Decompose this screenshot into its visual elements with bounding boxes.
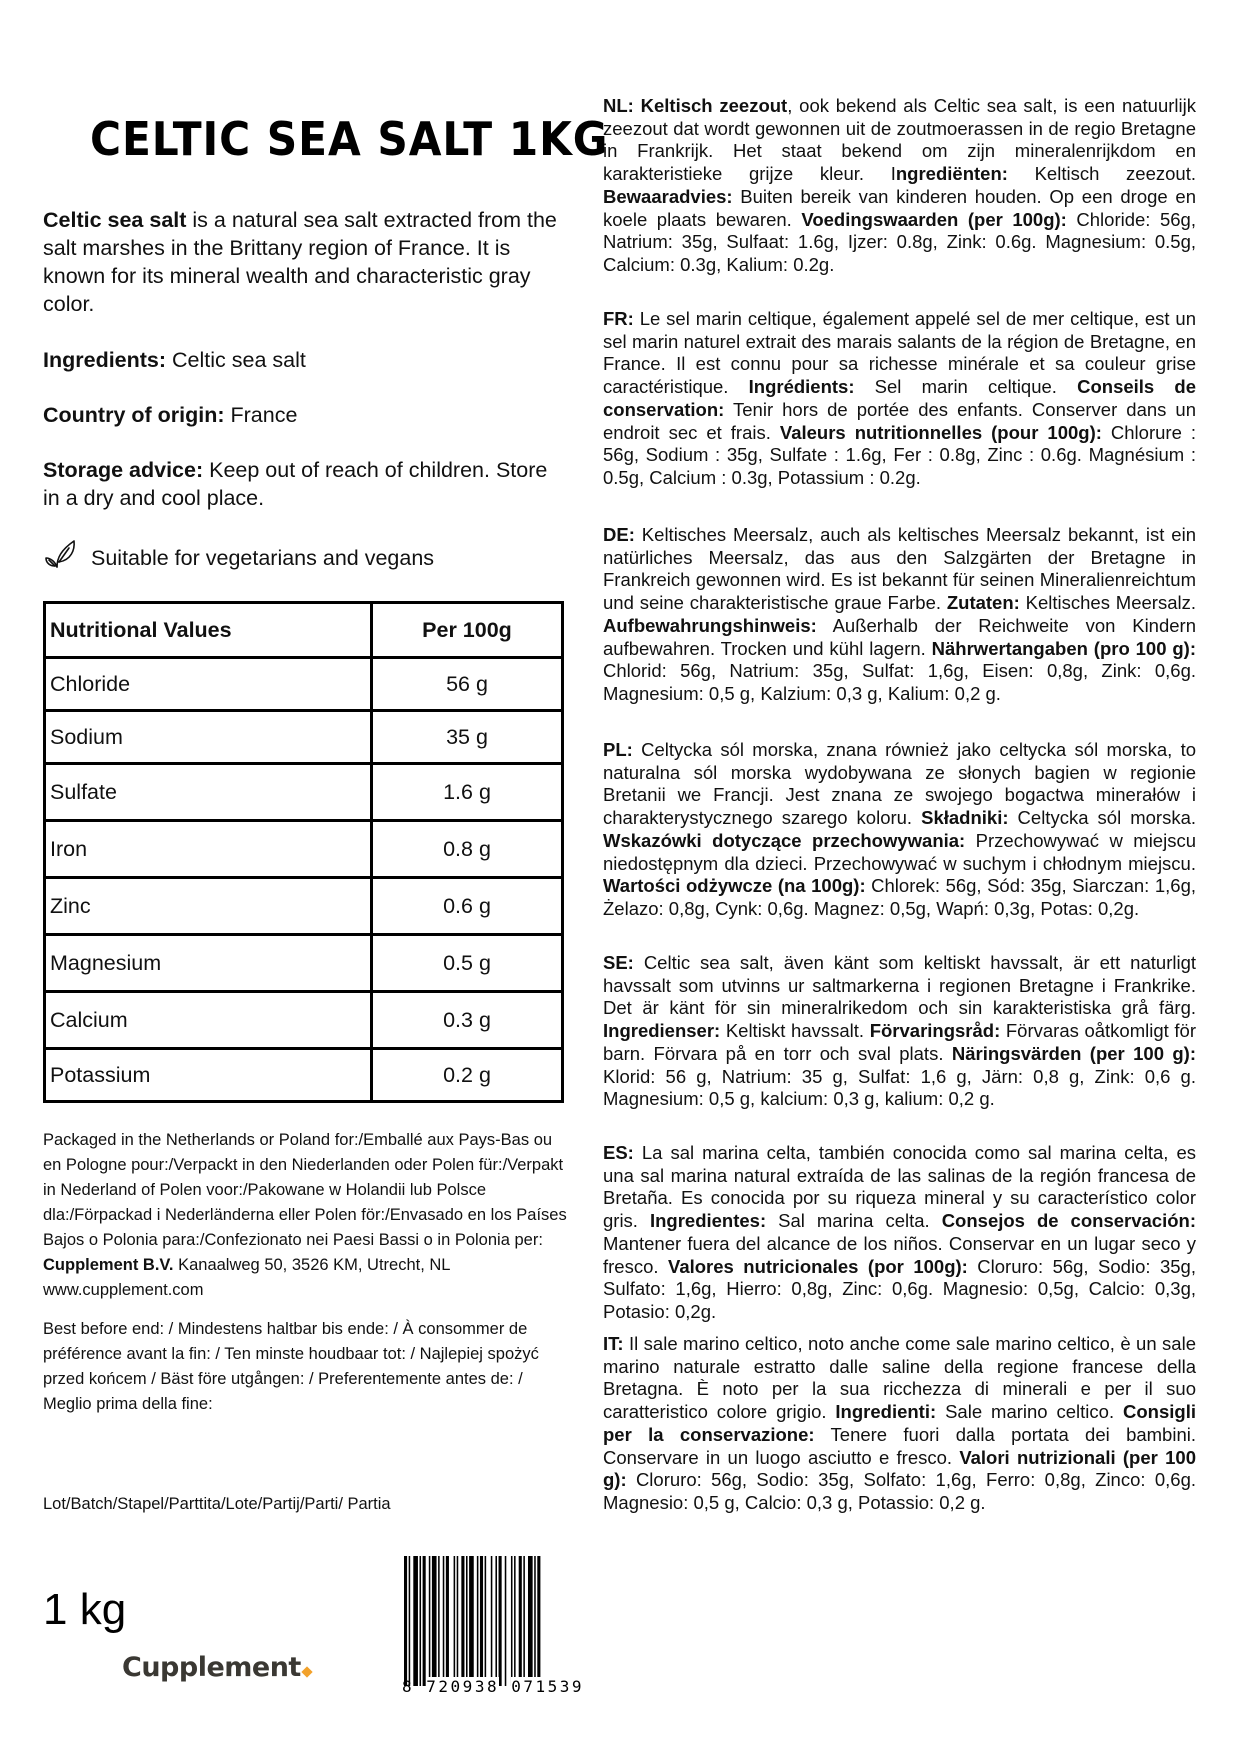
barcode-bar	[438, 1556, 440, 1686]
translation-pl	[603, 739, 1196, 921]
barcode-number	[402, 1677, 584, 1696]
translation-label: Näringsvärden (per 100 g):	[951, 1042, 1197, 1064]
translation-se	[603, 952, 1196, 1111]
translation-label: SE:	[603, 952, 634, 973]
translation-label: Ingredientes:	[649, 1210, 767, 1232]
barcode-bar	[477, 1556, 479, 1686]
ingredients-label: Ingredients:	[43, 348, 167, 372]
translation-text: Keltisches Meersalz.	[1019, 592, 1196, 614]
translation-text: Celtic sea salt, även känt som keltiskt havssalt, är ett naturligt havssalt som utvinns ur saltmarkerna i regionen Bretagne i Frankrike. Det är känt för sin mineralrikedom och sin karakteristiska grå färg.	[603, 952, 1196, 1019]
column-header-per-100g: Per 100g	[372, 603, 563, 658]
translation-text: Chloride: 56g, Natrium: 35g, Sulfaat: 1.6g, Ijzer: 0.8g, Zink: 0.6g. Magnesium: 0.5g, Calcium: 0.3g, Kalium: 0.2g.	[603, 208, 1196, 275]
lot-number: Lot/Batch/Stapel/Parttita/Lote/Partij/Parti/ Partia	[43, 1495, 391, 1513]
translation-label: NL: Keltisch zeezout	[603, 95, 788, 116]
translation-label: Förvaringsråd:	[869, 1020, 1001, 1042]
translation-label: Consejos de conservación:	[941, 1210, 1196, 1232]
barcode-digits-right: 071539	[511, 1677, 585, 1696]
translation-label: Valores nutricionales (por 100g):	[668, 1255, 968, 1277]
translation-label: Valori nutrizionali (per 100 g):	[603, 1446, 1196, 1491]
storage-advice	[43, 456, 563, 512]
company-name: Cupplement B.V.	[43, 1256, 174, 1274]
country-of-origin	[43, 401, 563, 429]
table-row	[45, 992, 563, 1049]
barcode-bar	[429, 1556, 431, 1686]
nutrient-name: Zinc	[45, 878, 372, 935]
barcode-bar	[505, 1556, 507, 1686]
translation-text: La sal marina celta, también conocida como sal marina celta, es una sal marina natural extraída de las salinas de la región francesa de Bretaña. Es conocida por su riqueza mineral y su característico color gris.	[603, 1142, 1196, 1232]
translation-es	[603, 1142, 1196, 1324]
translation-text: Cloruro: 56g, Sodio: 35g, Sulfato: 1,6g, Hierro: 0,8g, Zinc: 0,6g. Magnesio: 0,5g, Calcio: 0,3g, Potasio: 0,2g.	[603, 1255, 1196, 1322]
translation-nl	[603, 95, 1196, 277]
table-row	[45, 935, 563, 992]
brand-name: Cupplement	[122, 1652, 301, 1683]
nutrient-value: 0.5 g	[372, 935, 563, 992]
table-row	[45, 878, 563, 935]
translation-it	[603, 1333, 1196, 1515]
barcode-bar	[469, 1556, 474, 1686]
brand-logo	[122, 1652, 311, 1683]
translation-label: Wartości odżywcze (na 100g):	[603, 875, 866, 897]
table-row	[45, 821, 563, 878]
table-row	[45, 1049, 563, 1102]
translation-de	[603, 524, 1196, 706]
translation-label: Ingredienser:	[603, 1020, 721, 1042]
translation-label: Składniki:	[921, 807, 1009, 829]
barcode-bar	[443, 1556, 445, 1686]
origin-value: France	[224, 403, 298, 427]
ingredients-value: Celtic sea salt	[166, 348, 306, 372]
barcode-bar	[534, 1556, 536, 1686]
translation-text: Tenir hors de portée des enfants. Conserver dans un endroit sec et frais.	[603, 398, 1196, 443]
nutrient-name: Chloride	[45, 658, 372, 711]
barcode-digit-first: 8	[402, 1677, 415, 1696]
translation-label: Consigli per la conservazione:	[603, 1401, 1196, 1445]
vegan-text: Suitable for vegetarians and vegans	[91, 545, 435, 570]
barcode-bar	[537, 1556, 540, 1686]
company-address: Kanaalweg 50, 3526 KM, Utrecht, NL www.cupplement.com	[43, 1256, 450, 1299]
translation-text: Förvaras oåtkomligt för barn. Förvara på en torr och sval plats.	[603, 1020, 1196, 1064]
translation-text: Sel marin celtique.	[854, 376, 1078, 398]
nutrient-value: 0.8 g	[372, 821, 563, 878]
translation-label: Valeurs nutritionnelles (pour 100g):	[779, 421, 1102, 443]
net-weight: 1 kg	[43, 1585, 127, 1634]
translation-label: FR:	[603, 308, 634, 329]
translation-text: Sal marina celta.	[766, 1210, 942, 1232]
barcode-bar	[461, 1556, 464, 1686]
nutrient-value: 0.6 g	[372, 878, 563, 935]
translation-text: Klorid: 56 g, Natrium: 35 g, Sulfat: 1,6 g, Järn: 0,8 g, Zink: 0,6 g. Magnesium: 0,5 g, kalcium: 0,3 g, kalium: 0,2 g.	[603, 1065, 1196, 1110]
barcode-bar	[523, 1556, 525, 1686]
nutrient-value: 56 g	[372, 658, 563, 711]
translation-text: Außerhalb der Reichweite von Kindern aufbewahren. Trocken und kühl lagern.	[603, 614, 1196, 659]
english-description	[43, 206, 563, 318]
intro-text: is a natural sea salt extracted from the salt marshes in the Brittany region of France. It is known for its mineral wealth and characteristic gray color.	[43, 208, 557, 316]
leaf-icon	[43, 536, 79, 579]
translation-text: Il sale marino celtico, noto anche come sale marino celtico, è un sale marino naturale estratto dalle saline della regione francese della Bretagna. È noto per la sua ricchezza di minerali e per il suo caratteristico colore grigio.	[603, 1333, 1196, 1423]
barcode-bar	[511, 1556, 513, 1686]
translation-text: Sale marino celtico.	[936, 1401, 1124, 1423]
packaged-by	[43, 1128, 573, 1303]
barcode-bar	[409, 1556, 411, 1686]
barcode-bar	[499, 1556, 502, 1686]
translation-text: Celtycka sól morska, znana również jako celtycka sól morska, to naturalna sól morska wydobywana ze słonych bagien w regionie Bretanii we Francji. Jest znana ze swojego bogactwa minerałów i charakterystycznego szarego koloru.	[603, 739, 1196, 829]
translation-label: ES:	[603, 1142, 634, 1163]
translation-text: , ook bekend als Celtic sea salt, is een natuurlijk zeezout dat wordt gewonnen uit de zoutmoerassen in de regio Bretagne in Frankrijk. Het staat bekend om zijn mineralenrijkdom en karakteristieke grijze kleur. I	[603, 95, 1196, 185]
nutrient-value: 0.2 g	[372, 1049, 563, 1102]
translation-text: Przechowywać w miejscu niedostępnym dla dzieci. Przechowywać w suchym i chłodnym miejscu.	[603, 829, 1196, 874]
translation-label: Ingrédients:	[748, 376, 855, 398]
translation-label: Ingredienti:	[835, 1401, 937, 1423]
nutrient-value: 35 g	[372, 711, 563, 764]
nutrient-name: Sodium	[45, 711, 372, 764]
translation-text: Le sel marin celtique, également appelé sel de mer celtique, est un sel marin naturel extrait des marais salants de la région de Bretagne, en France. Il est connu pour sa richesse minérale et sa couleur grise caractéristique.	[603, 308, 1196, 398]
translation-text: Mantener fuera del alcance de los niños. Conservar en un lugar seco y fresco.	[603, 1232, 1196, 1277]
nutrient-name: Potassium	[45, 1049, 372, 1102]
brand-dot-icon	[301, 1666, 312, 1677]
packaged-text: Packaged in the Netherlands or Poland for:/Emballé aux Pays-Bas ou en Pologne pour:/Verpackt in den Niederlanden oder Polen für:/Verpakt in Nederland of Polen voor:/Pakowane w Holandii lub Polsce dla:/Förpackad i Nederländerna eller Polen för:/Envasado en los Países Bajos o Polonia para:/Confezionato nei Paesi Bassi o in Polonia per:	[43, 1131, 567, 1249]
translation-text: Chlorid: 56g, Natrium: 35g, Sulfat: 1,6g, Eisen: 0,8g, Zink: 0,6g. Magnesium: 0,5 g, Kalzium: 0,3 g, Kalium: 0,2 g.	[603, 660, 1196, 704]
nutrient-value: 1.6 g	[372, 764, 563, 821]
translation-text: Keltiskt havssalt.	[720, 1020, 870, 1042]
barcode-bar	[519, 1556, 522, 1686]
barcode-bar	[423, 1556, 426, 1686]
barcode-bar	[420, 1556, 422, 1686]
translation-text: Buiten bereik van kinderen houden. Op een droge en koele plaats bewaren.	[603, 185, 1196, 230]
barcode-bar	[491, 1556, 493, 1686]
translation-label: PL:	[603, 739, 633, 760]
translation-label: Zutaten:	[946, 592, 1020, 614]
column-header-nutrient: Nutritional Values	[45, 603, 372, 658]
translation-fr	[603, 308, 1196, 490]
translation-text: Chlorek: 56g, Sód: 35g, Siarczan: 1,6g, Żelazo: 0,8g, Cynk: 0,6g. Magnez: 0,5g, Wapń: 0,3g, Potas: 0,2g.	[603, 875, 1196, 919]
barcode-bar	[495, 1556, 497, 1686]
barcode-bar	[446, 1556, 449, 1686]
translation-label: Voedingswaarden (per 100g):	[801, 208, 1067, 230]
table-row	[45, 658, 563, 711]
translation-label: Bewaaradvies:	[603, 185, 733, 207]
barcode-bar	[432, 1556, 437, 1686]
storage-value: Keep out of reach of children. Store in a dry and cool place.	[43, 458, 548, 510]
barcode-bar	[413, 1556, 418, 1686]
barcode	[398, 1556, 562, 1694]
barcode-bar	[514, 1556, 516, 1686]
storage-label: Storage advice:	[43, 458, 204, 482]
nutrient-name: Calcium	[45, 992, 372, 1049]
nutrition-table	[43, 601, 564, 1103]
translation-text: Cloruro: 56g, Sodio: 35g, Solfato: 1,6g, Ferro: 0,8g, Zinco: 0,6g. Magnesio: 0,5 g, Calcio: 0,3 g, Potassio: 0,2 g.	[603, 1469, 1196, 1513]
barcode-digits-left: 720938	[426, 1677, 500, 1696]
ingredients	[43, 346, 563, 374]
nutrient-name: Iron	[45, 821, 372, 878]
barcode-bar	[457, 1556, 459, 1686]
translation-text: Tenere fuori dalla portata dei bambini. Conservare in un luogo asciutto e fresco.	[603, 1423, 1196, 1468]
barcode-bar	[466, 1556, 468, 1686]
product-title: CELTIC SEA SALT 1KG	[90, 112, 609, 166]
translation-label: IT:	[603, 1333, 624, 1354]
translation-label: Wskazówki dotyczące przechowywania:	[603, 829, 966, 851]
best-before: Best before end: / Mindestens haltbar bis ende: / À consommer de préférence avant la fin: / Ten minste houdbaar tot: / Najlepiej spożyć przed końcem / Bäst före utgången: / Preferentemente antes de: / Meglio prima della fine:	[43, 1320, 539, 1413]
translation-label: Conseils de conservation:	[603, 376, 1196, 420]
barcode-bar	[480, 1556, 483, 1686]
table-header-row	[45, 603, 563, 658]
nutrient-name: Sulfate	[45, 764, 372, 821]
translation-text: Celtycka sól morska.	[1008, 807, 1196, 829]
table-row	[45, 711, 563, 764]
barcode-bar	[485, 1556, 487, 1686]
intro-bold: Celtic sea salt	[43, 208, 187, 232]
translation-text: Keltisch zeezout.	[1007, 163, 1196, 185]
translation-label: Aufbewahrungshinweis:	[603, 614, 817, 636]
translation-label: ngrediënten:	[895, 163, 1008, 185]
translation-label: Nährwertangaben (pro 100 g):	[931, 637, 1196, 659]
barcode-bar	[528, 1556, 533, 1686]
barcode-bar	[404, 1556, 407, 1686]
translation-text: Chlorure : 56g, Sodium : 35g, Sulfate : 1.6g, Fer : 0.8g, Zinc : 0.6g. Magnésium : 0.5g, Calcium : 0.3g, Potassium : 0.2g.	[603, 421, 1196, 488]
translation-text: Keltisches Meersalz, auch als keltisches Meersalz bekannt, ist ein natürliches Meersalz, das aus den Salzgärten der Bretagne in Frankreich gewonnen wird. Es ist bekannt für seinen Mineralienreichtum und seine charakteristische graue Farbe.	[603, 524, 1196, 614]
barcode-bar	[454, 1556, 456, 1686]
vegan-badge	[43, 536, 563, 579]
table-row	[45, 764, 563, 821]
translation-label: DE:	[603, 524, 635, 545]
nutrient-name: Magnesium	[45, 935, 372, 992]
origin-label: Country of origin:	[43, 403, 225, 427]
nutrient-value: 0.3 g	[372, 992, 563, 1049]
